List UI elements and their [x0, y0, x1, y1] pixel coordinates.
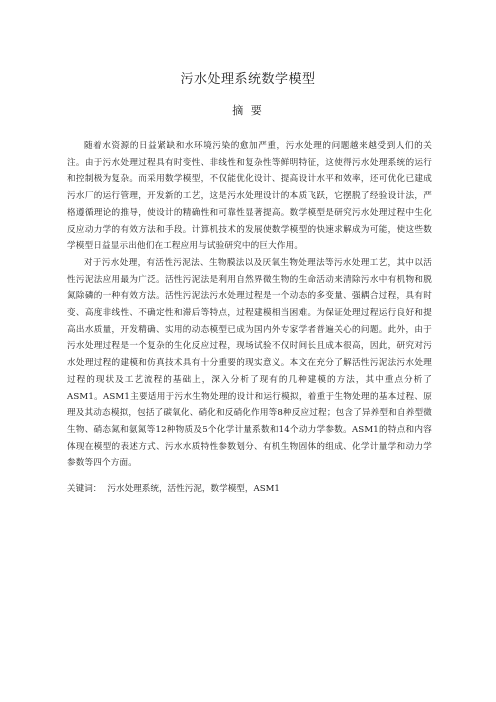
document-title: 污水处理系统数学模型 — [180, 72, 316, 87]
abstract-body — [67, 138, 432, 498]
abstract-paragraph-1: 随着水资源的日益紧缺和水环境污染的愈加严重，污水处理的问题越来越受到人们的关注。由于污水处理过程具有时变性、非线性和复杂性等鲜明特征，这使得污水处理系统的运行和控制极为复杂。而采用数学模型，不仅能优化设计、提高设计水平和效率，还可优化已建成污水厂的运行管理，开发新的工艺，这是污水处理设计的本质飞跃，它摆脱了经验设计法，严格遵循理论的推导，使设计的精确性和可靠性显著提高。数学模型是研究污水处理过程中生化反应动力学的有效方法和手段。计算机技术的发展使数学模型的快速求解成为可能，使这些数学模型日益显示出他们在工程应用与试验研究中的巨大作用。 — [67, 141, 432, 252]
keywords-text: 污水处理系统，活性污泥，数学模型，ASM1 — [107, 484, 280, 495]
keywords-label: 关键词： — [67, 484, 102, 495]
abstract-paragraph-2: 对于污水处理，有活性污泥法、生物膜法以及厌氧生物处理法等污水处理工艺，其中以活性污泥法应用最为广泛。活性污泥法是利用自然界微生物的生命活动来清除污水中有机物和脱氮除磷的一种有效方法。活性污泥法污水处理过程是一个动态的多变量、强耦合过程，具有时变、高度非线性、不确定性和滞后等特点，过程建模相当困难。为保证处理过程运行良好和提高出水质量，开发精确、实用的动态模型已成为国内外专家学者普遍关心的问题。此外，由于污水处理过程是一个复杂的生化反应过程，现场试验不仅时间长且成本很高，因此，研究对污水处理过程的建模和仿真技术具有十分重要的现实意义。本文在充分了解活性污泥法污水处理过程的现状及工艺流程的基础上，深入分析了现有的几种建模的方法，其中重点分析了ASM1。ASM1主要适用于污水生物处理的设计和运行模拟，着重于生物处理的基本过程、原理及其动态模拟，包括了碳氧化、硝化和反硝化作用等8种反应过程；包含了异养型和自养型微生物、硝态氮和氨氮等12种物质及5个化学计量系数和14个动力学参数。ASM1的特点和内容体现在模型的表述方式、污水水质特性参数划分、有机生物固体的组成、化学计量学和动力学参数等四个方面。 — [67, 257, 432, 469]
keywords-line — [67, 481, 432, 498]
abstract-heading: 摘 要 — [232, 104, 264, 117]
